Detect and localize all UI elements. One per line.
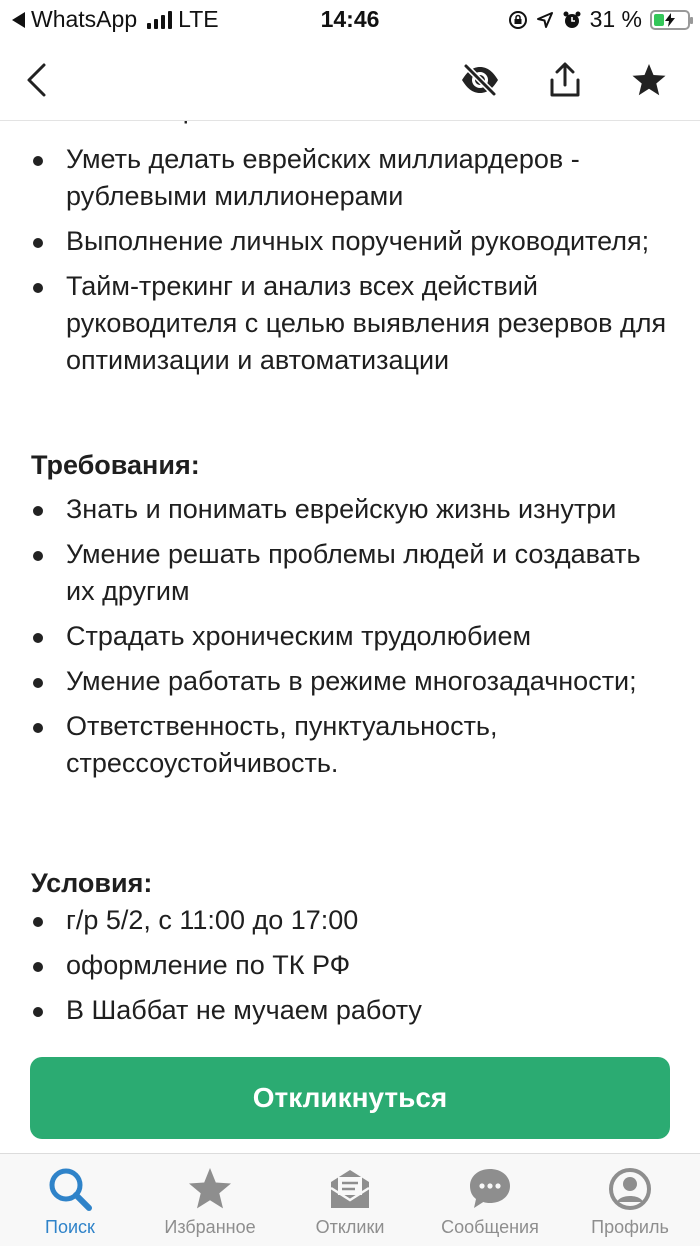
- apply-button[interactable]: Откликнуться: [30, 1057, 670, 1139]
- battery-percent: 31 %: [589, 6, 642, 32]
- list-item: Ответственность, пунктуальность, стрессоустойчивость.: [0, 708, 700, 782]
- share-icon: [548, 62, 582, 98]
- chat-bubble-icon: [467, 1166, 513, 1212]
- list-item: Тайм-трекинг и анализ всех действий руководителя с целью выявления резервов для оптимизации и автоматизации: [0, 268, 700, 379]
- list-item: Умение работать в режиме многозадачности;: [0, 663, 700, 700]
- list-item: г/р 5/2, с 11:00 до 17:00: [0, 902, 700, 939]
- tab-label: Отклики: [315, 1217, 385, 1237]
- requirements-list: [0, 491, 700, 790]
- vacancy-description: [0, 90, 700, 1150]
- eye-slash-icon: [460, 63, 500, 97]
- conditions-list: [0, 902, 700, 1037]
- list-item: Знать и понимать еврейскую жизнь изнутри: [0, 491, 700, 528]
- list-item: Умение решать проблемы людей и создавать их другим: [0, 536, 700, 610]
- list-item: В Шаббат не мучаем работу: [0, 992, 700, 1029]
- star-icon: [187, 1166, 233, 1212]
- share-button[interactable]: [539, 54, 591, 106]
- tab-label: Избранное: [164, 1217, 256, 1237]
- tab-bar: [0, 1153, 700, 1246]
- conditions-heading: Условия:: [31, 868, 153, 898]
- lock-rotation-icon: [508, 10, 528, 30]
- search-icon: [47, 1166, 93, 1212]
- tab-profile[interactable]: [560, 1154, 700, 1246]
- chevron-left-icon: [24, 62, 48, 98]
- location-arrow-icon: [536, 11, 554, 29]
- tab-search[interactable]: [0, 1154, 140, 1246]
- status-bar: [0, 0, 700, 40]
- list-item: Уметь делать еврейских миллиардеров - рублевыми миллионерами: [0, 141, 700, 215]
- tab-label: Поиск: [45, 1217, 95, 1237]
- requirements-heading: Требования:: [31, 450, 200, 480]
- status-right: [508, 6, 690, 33]
- alarm-icon: [562, 10, 582, 30]
- status-time: 14:46: [320, 6, 380, 32]
- star-icon: [631, 63, 667, 97]
- battery-fill: [654, 14, 664, 26]
- profile-icon: [607, 1166, 653, 1212]
- network-label: LTE: [178, 6, 219, 32]
- hide-vacancy-button[interactable]: [454, 54, 506, 106]
- battery-icon: [650, 10, 690, 30]
- back-app-label: WhatsApp: [31, 6, 138, 32]
- favorite-button[interactable]: [623, 54, 675, 106]
- duties-list: [0, 141, 700, 387]
- charging-bolt-icon: [664, 13, 676, 27]
- envelope-icon: [327, 1166, 373, 1212]
- tab-favorites[interactable]: [140, 1154, 280, 1246]
- list-item: оформление по ТК РФ: [0, 947, 700, 984]
- tab-responses[interactable]: [280, 1154, 420, 1246]
- tab-label: Сообщения: [441, 1217, 539, 1237]
- list-item: Страдать хроническим трудолюбием: [0, 618, 700, 655]
- tab-messages[interactable]: [420, 1154, 560, 1246]
- back-button[interactable]: [10, 54, 62, 106]
- list-item: Выполнение личных поручений руководителя;: [0, 223, 700, 260]
- tab-label: Профиль: [591, 1217, 669, 1237]
- nav-bar: [0, 40, 700, 121]
